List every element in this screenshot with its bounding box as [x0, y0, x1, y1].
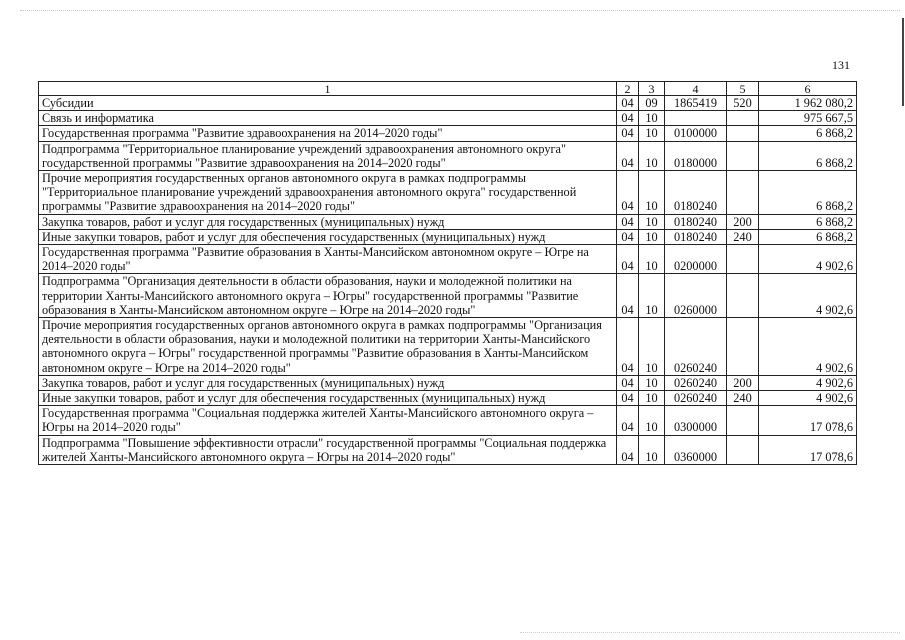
amount: 975 667,5	[759, 111, 857, 126]
expense-type-code: 200	[727, 214, 759, 229]
expense-type-code	[727, 435, 759, 464]
amount: 17 078,6	[759, 435, 857, 464]
expense-name: Иные закупки товаров, работ и услуг для обеспечения государственных (муниципальных) нужд	[39, 391, 617, 406]
subsection-code: 10	[639, 391, 665, 406]
target-item-code: 0260240	[665, 391, 727, 406]
subsection-code: 10	[639, 126, 665, 141]
section-code: 04	[617, 318, 639, 376]
target-item-code: 0200000	[665, 245, 727, 274]
target-item-code: 0100000	[665, 126, 727, 141]
expense-name: Подпрограмма "Организация деятельности в области образования, науки и молодежной политики на территории Ханты-Мансийского автономного округа – Югры" государственной программы "Развитие образования в Ханты-Мансийском автономном округе – Югре на 2014–2020 годы"	[39, 274, 617, 318]
section-code: 04	[617, 435, 639, 464]
expense-type-code: 240	[727, 229, 759, 244]
target-item-code: 0180240	[665, 214, 727, 229]
column-header: 1	[39, 82, 617, 96]
expense-name: Государственная программа "Развитие образования в Ханты-Мансийском автономном округе – Югре на 2014–2020 годы"	[39, 245, 617, 274]
expense-name: Иные закупки товаров, работ и услуг для обеспечения государственных (муниципальных) нужд	[39, 229, 617, 244]
subsection-code: 09	[639, 96, 665, 111]
expense-type-code: 200	[727, 375, 759, 390]
subsection-code: 10	[639, 214, 665, 229]
table-row	[39, 111, 857, 126]
expense-name: Подпрограмма "Повышение эффективности отрасли" государственной программы "Социальная поддержка жителей Ханты-Мансийского автономного округа – Югры на 2014–2020 годы"	[39, 435, 617, 464]
expense-type-code	[727, 141, 759, 170]
expense-name: Государственная программа "Социальная поддержка жителей Ханты-Мансийского автономного округа – Югры на 2014–2020 годы"	[39, 406, 617, 435]
table-row	[39, 435, 857, 464]
target-item-code: 0260000	[665, 274, 727, 318]
amount: 6 868,2	[759, 171, 857, 215]
section-code: 04	[617, 391, 639, 406]
amount: 6 868,2	[759, 214, 857, 229]
table-row	[39, 214, 857, 229]
expense-name: Закупка товаров, работ и услуг для государственных (муниципальных) нужд	[39, 214, 617, 229]
table-row	[39, 375, 857, 390]
section-code: 04	[617, 274, 639, 318]
table-row	[39, 406, 857, 435]
target-item-code: 0180240	[665, 229, 727, 244]
table-row	[39, 141, 857, 170]
target-item-code: 0360000	[665, 435, 727, 464]
expense-name: Прочие мероприятия государственных органов автономного округа в рамках подпрограммы "Территориальное планирование учреждений здравоохранения автономного округа" государственной программы "Развитие здравоохранения на 2014–2020 годы"	[39, 171, 617, 215]
column-header: 5	[727, 82, 759, 96]
table-row	[39, 229, 857, 244]
expense-type-code: 240	[727, 391, 759, 406]
subsection-code: 10	[639, 111, 665, 126]
table-row	[39, 96, 857, 111]
section-code: 04	[617, 141, 639, 170]
section-code: 04	[617, 245, 639, 274]
table-row	[39, 318, 857, 376]
target-item-code: 0260240	[665, 375, 727, 390]
amount: 4 902,6	[759, 391, 857, 406]
section-code: 04	[617, 406, 639, 435]
amount: 6 868,2	[759, 141, 857, 170]
target-item-code	[665, 111, 727, 126]
section-code: 04	[617, 111, 639, 126]
target-item-code: 1865419	[665, 96, 727, 111]
expense-type-code	[727, 126, 759, 141]
subsection-code: 10	[639, 406, 665, 435]
page-number: 131	[832, 58, 850, 72]
subsection-code: 10	[639, 435, 665, 464]
section-code: 04	[617, 375, 639, 390]
amount: 4 902,6	[759, 375, 857, 390]
column-header: 4	[665, 82, 727, 96]
expense-name: Закупка товаров, работ и услуг для государственных (муниципальных) нужд	[39, 375, 617, 390]
subsection-code: 10	[639, 171, 665, 215]
expense-name: Государственная программа "Развитие здравоохранения на 2014–2020 годы"	[39, 126, 617, 141]
amount: 4 902,6	[759, 245, 857, 274]
table-row	[39, 274, 857, 318]
budget-table	[38, 81, 857, 465]
expense-type-code	[727, 406, 759, 435]
amount: 6 868,2	[759, 229, 857, 244]
expense-type-code	[727, 111, 759, 126]
amount: 4 902,6	[759, 274, 857, 318]
table-body	[39, 96, 857, 465]
table-row	[39, 126, 857, 141]
section-code: 04	[617, 214, 639, 229]
amount: 4 902,6	[759, 318, 857, 376]
scan-edge-mark	[902, 18, 904, 106]
expense-type-code	[727, 318, 759, 376]
table-header	[39, 82, 857, 96]
target-item-code: 0180240	[665, 171, 727, 215]
target-item-code: 0180000	[665, 141, 727, 170]
section-code: 04	[617, 126, 639, 141]
expense-name: Прочие мероприятия государственных органов автономного округа в рамках подпрограммы "Организация деятельности в области образования, науки и молодежной политики на территории Ханты-Мансийского автономного округа – Югры" государственной программы "Развитие образования в Ханты-Мансийском автономном округе – Югре на 2014–2020 годы"	[39, 318, 617, 376]
expense-type-code: 520	[727, 96, 759, 111]
column-header: 3	[639, 82, 665, 96]
subsection-code: 10	[639, 229, 665, 244]
section-code: 04	[617, 171, 639, 215]
expense-name: Подпрограмма "Территориальное планирование учреждений здравоохранения автономного округа" государственной программы "Развитие здравоохранения на 2014–2020 годы"	[39, 141, 617, 170]
subsection-code: 10	[639, 375, 665, 390]
target-item-code: 0300000	[665, 406, 727, 435]
subsection-code: 10	[639, 141, 665, 170]
section-code: 04	[617, 96, 639, 111]
target-item-code: 0260240	[665, 318, 727, 376]
table-row	[39, 391, 857, 406]
expense-name: Субсидии	[39, 96, 617, 111]
column-header: 6	[759, 82, 857, 96]
header-row	[39, 82, 857, 96]
amount: 17 078,6	[759, 406, 857, 435]
expense-type-code	[727, 245, 759, 274]
scan-bottom-edge	[520, 632, 900, 634]
section-code: 04	[617, 229, 639, 244]
amount: 1 962 080,2	[759, 96, 857, 111]
subsection-code: 10	[639, 318, 665, 376]
scan-top-edge	[20, 10, 900, 12]
table-row	[39, 171, 857, 215]
subsection-code: 10	[639, 274, 665, 318]
table-row	[39, 245, 857, 274]
amount: 6 868,2	[759, 126, 857, 141]
expense-type-code	[727, 171, 759, 215]
expense-name: Связь и информатика	[39, 111, 617, 126]
column-header: 2	[617, 82, 639, 96]
expense-type-code	[727, 274, 759, 318]
subsection-code: 10	[639, 245, 665, 274]
